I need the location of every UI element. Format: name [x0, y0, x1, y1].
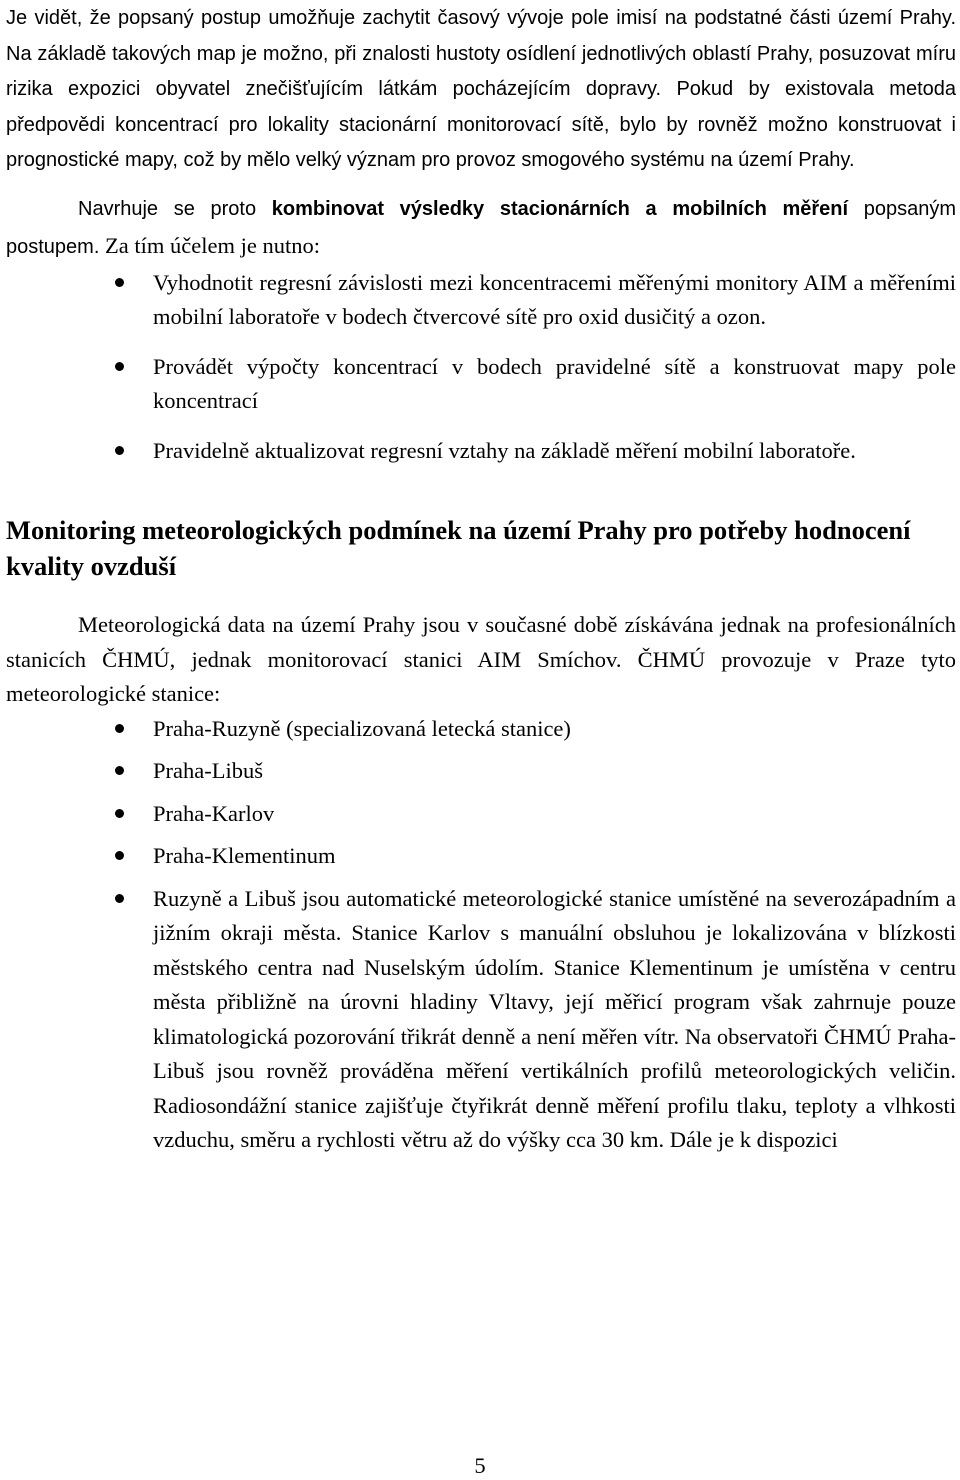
list-item: Praha-Ruzyně (specializovaná letecká stanice) [6, 712, 956, 747]
task-list [6, 266, 956, 469]
paragraph-smog-maps: Je vidět, že popsaný postup umožňuje zachytit časový vývoje pole imisí na podstatné části území Prahy. Na základě takových map je možno, při znalosti hustoty osídlení jednotlivých oblastí Prahy, posuzovat míru rizika expozici obyvatel znečišťujícím látkám pocházejícím dopravy. Pokud by existovala metoda předpovědi koncentrací pro lokality stacionární monitorovací sítě, bylo by rovněž možno konstruovat i prognostické mapy, což by mělo velký význam pro provoz smogového systému na území Prahy. [6, 7, 956, 171]
station-list [6, 712, 956, 1158]
proposal-tail: Za tím účelem je nutno: [99, 232, 320, 258]
list-item: Praha-Klementinum [6, 839, 956, 874]
section-heading: Monitoring meteorologických podmínek na území Prahy pro potřeby hodnocení kvality ovzduší [6, 515, 911, 581]
list-item: Vyhodnotit regresní závislosti mezi koncentracemi měřenými monitory AIM a měřeními mobilní laboratoře v bodech čtvercové sítě pro oxid dusičitý a ozon. [6, 266, 956, 335]
paragraph-meteo-data: Meteorologická data na území Prahy jsou v současné době získávána jednak na profesionálních stanicích ČHMÚ, jednak monitorovací stanici AIM Smíchov. ČHMÚ provozuje v Praze tyto meteorologické stanice: [6, 612, 956, 706]
page-number: 5 [474, 1453, 486, 1478]
list-item: Pravidelně aktualizovat regresní vztahy na základě měření mobilní laboratoře. [6, 434, 956, 469]
list-item: Praha-Libuš [6, 754, 956, 789]
proposal-rest: popsaným postupem. [6, 197, 956, 258]
proposal-bold: kombinovat výsledky stacionárních a mobilních měření [271, 197, 849, 220]
document-page [6, 0, 956, 1158]
list-item: Ruzyně a Libuš jsou automatické meteorologické stanice umístěné na severozápadním a jižním okraji města. Stanice Karlov s manuální obsluhou je lokalizována v blízkosti městského centra nad Nuselským údolím. Stanice Klementinum je umístěna v centru města přibližně na úrovni hladiny Vltavy, její měřicí program však zahrnuje pouze klimatologická pozorování třikrát denně a není měřen vítr. Na observatoři ČHMÚ Praha-Libuš jsou rovněž prováděna měření vertikálních profilů meteorologických veličin. Radiosondážní stanice zajišťuje čtyřikrát denně měření profilu tlaku, teploty a vlhkosti vzduchu, směru a rychlosti větru až do výšky cca 30 km. Dále je k dispozici [6, 882, 956, 1158]
paragraph-proposal [6, 192, 956, 266]
proposal-intro: Navrhuje se proto [78, 197, 272, 220]
list-item: Provádět výpočty koncentrací v bodech pravidelné sítě a konstruovat mapy pole koncentrací [6, 350, 956, 419]
list-item: Praha-Karlov [6, 797, 956, 832]
